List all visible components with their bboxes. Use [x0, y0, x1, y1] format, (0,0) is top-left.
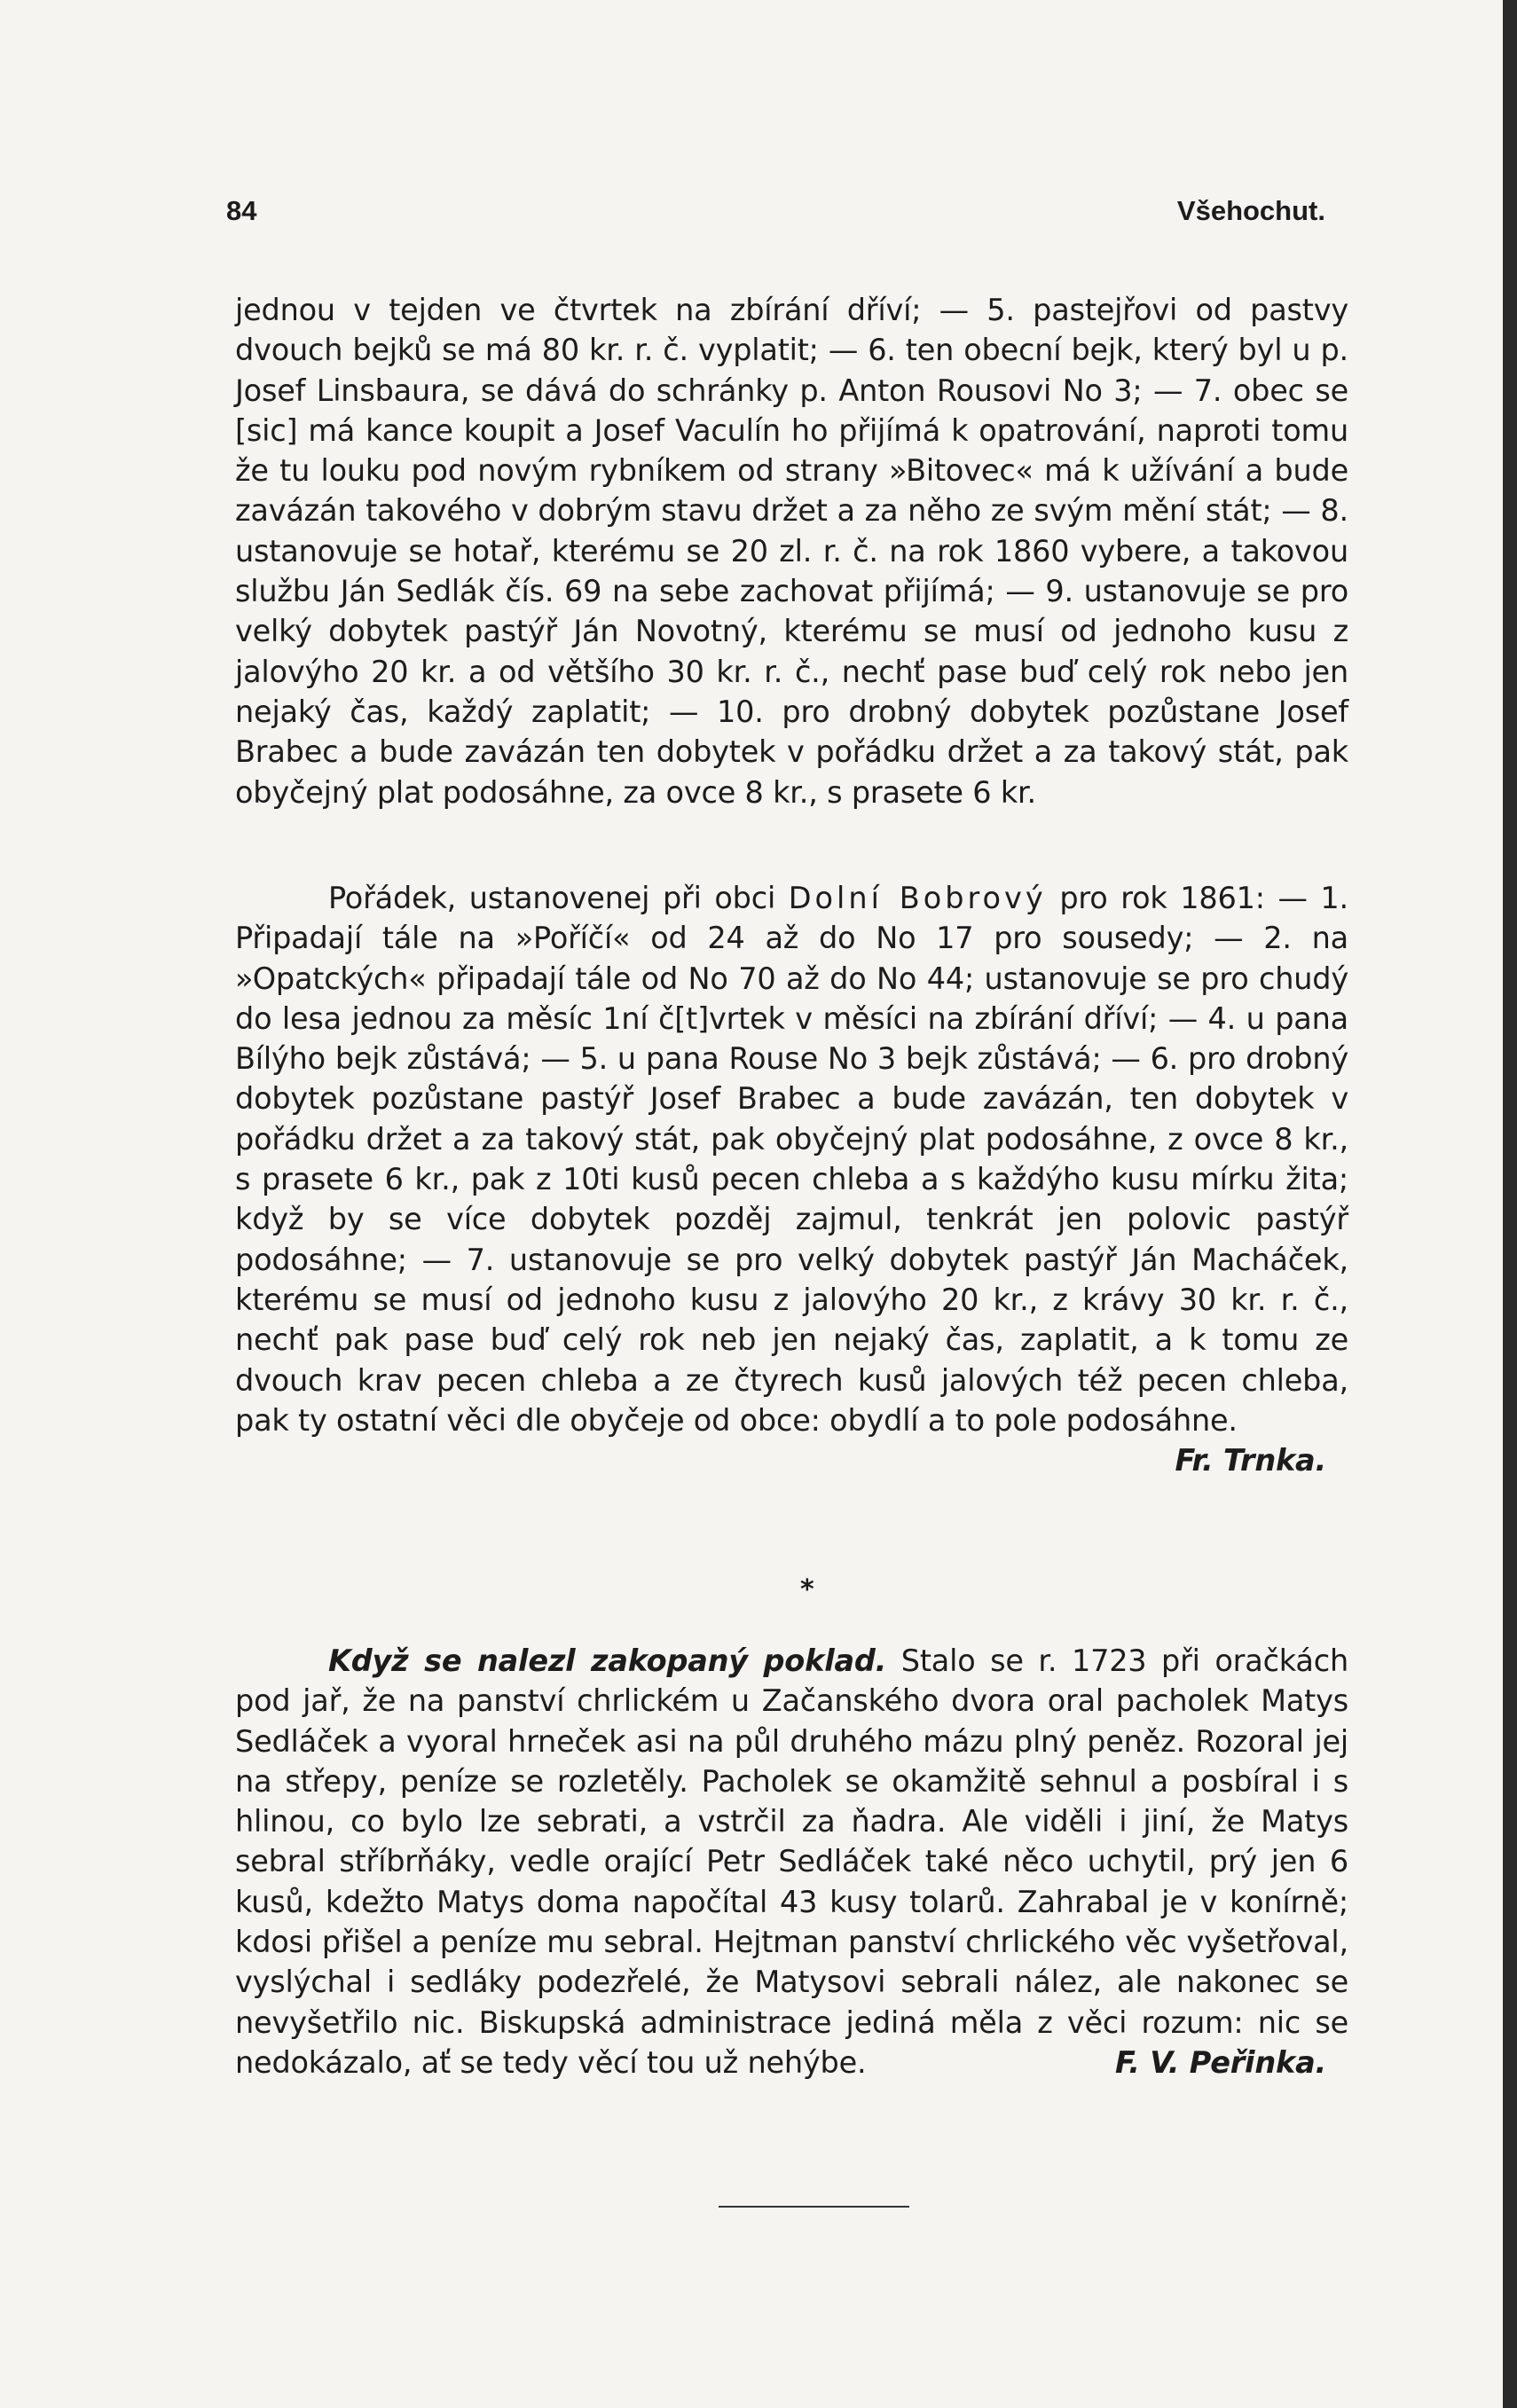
paragraph-text: jednou v tejden ve čtvrtek na zbírání dříví; — 5. pastejřovi od pastvy dvouch bejků se má 80 kr. r. č. vyplatit; — 6. ten obecní bejk, který byl u p. Josef Linsbaura, se dává do schránky p. Anton Rousovi No 3; — 7. obec se [sic] má kance koupit a Josef Vaculín ho přijímá k opatrování, naproti tomu že tu louku pod novým rybníkem od strany »Bitovec« má k užívání a bude zavázán takového v dobrým stavu držet a za něho ze svým mění stát; — 8. ustanovuje se hotař, kterému se 20 zl. r. č. na rok 1860 vybere, a takovou službu Ján Sedlák čís. 69 na sebe zachovat přijímá; — 9. ustanovuje se pro velký dobytek pastýř Ján Novotný, kterému se musí od jednoho kusu z jalovýho 20 kr. a od většího 30 kr. r. č., nechť pase buď celý rok nebo jen nejaký čas, každý zaplatit; — 10. pro drobný dobytek pozůstane Josef Brabec a bude zavázán ten dobytek v pořádku držet a za takový stát, pak obyčejný plat podosáhne, za ovce 8 kr., s prasete 6 kr.	[235, 293, 1348, 810]
paragraph-buried-treasure	[235, 1641, 1348, 2082]
paragraph-body	[235, 1641, 1348, 2082]
section-separator-star: *	[800, 1574, 814, 1605]
paragraph-village-rules-continued	[235, 290, 1348, 812]
article-title: Když se nalezl zakopaný poklad.	[328, 1643, 887, 1678]
paragraph-dolni-bobrovy-order	[235, 878, 1348, 1480]
paragraph-text: pro rok 1861: — 1. Připadají tále na »Poříčí« od 24 až do No 17 pro sousedy; — 2. na »Opatckých« připadají tále od No 70 až do No 44; ustanovuje se pro chudý do lesa jednou za měsíc 1ní č[t]vrtek v měsíci na zbírání dříví; — 4. u pana Bílýho bejk zůstává; — 5. u pana Rouse No 3 bejk zůstává; — 6. pro drobný dobytek pozůstane pastýř Josef Brabec a bude zavázán, ten dobytek v pořádku držet a za takový stát, pak obyčejný plat podosáhne, z ovce 8 kr., s prasete 6 kr., pak z 10ti kusů pecen chleba a s každýho kusu mírku žita; když by se více dobytek pozděj zajmul, tenkrát jen polovic pastýř podosáhne; — 7. ustanovuje se pro velký dobytek pastýř Ján Macháček, kterému se musí od jednoho kusu z jalovýho 20 kr., z krávy 30 kr. r. č., nechť pak pase buď celý rok neb jen nejaký čas, zaplatit, a k tomu ze dvouch krav pecen chleba a ze čtyrech kusů jalových též pecen chleba, pak ty ostatní věci dle obyčeje od obce: obydlí a to pole podosáhne.	[235, 881, 1348, 1438]
page-header	[226, 195, 1325, 227]
closing-rule	[719, 2206, 909, 2208]
paragraph-text: Stalo se r. 1723 při oračkách pod jař, že na panství chrlickém u Začanského dvora oral pacholek Matys Sedláček a vyoral hrneček asi na půl druhého mázu plný peněz. Rozoral jej na střepy, peníze se rozletěly. Pacholek se okamžitě sehnul a posbíral i s hlinou, co bylo lze sebrati, a vstrčil za ňadra. Ale viděli i jiní, že Matys sebral stříbrňáky, vedle orající Petr Sedláček také něco uchytil, prý jen 6 kusů, kdežto Matys doma napočítal 43 kusy tolarů. Zahrabal je v konírně; kdosi přišel a peníze mu sebral. Hejtman panství chrlického věc vyšetřoval, vyslýchal i sedláky podezřelé, že Matysovi sebrali nález, ale nakonec se nevyšetřilo nic. Biskupská administrace jediná měla z věci rozum: nic se nedokázalo, ať se tedy věcí tou už nehýbe.	[235, 1643, 1348, 2080]
author-signature: F. V. Peřinka.	[1114, 2044, 1326, 2080]
paragraph-lead: Pořádek, ustanovenej při obci	[328, 881, 789, 915]
author-signature: Fr. Trnka.	[1175, 1443, 1326, 1479]
paragraph-body	[235, 878, 1348, 1479]
page-number: 84	[226, 195, 257, 226]
place-name: Dolní Bobrový	[788, 881, 1047, 915]
running-title: Všehochut.	[1176, 195, 1325, 226]
